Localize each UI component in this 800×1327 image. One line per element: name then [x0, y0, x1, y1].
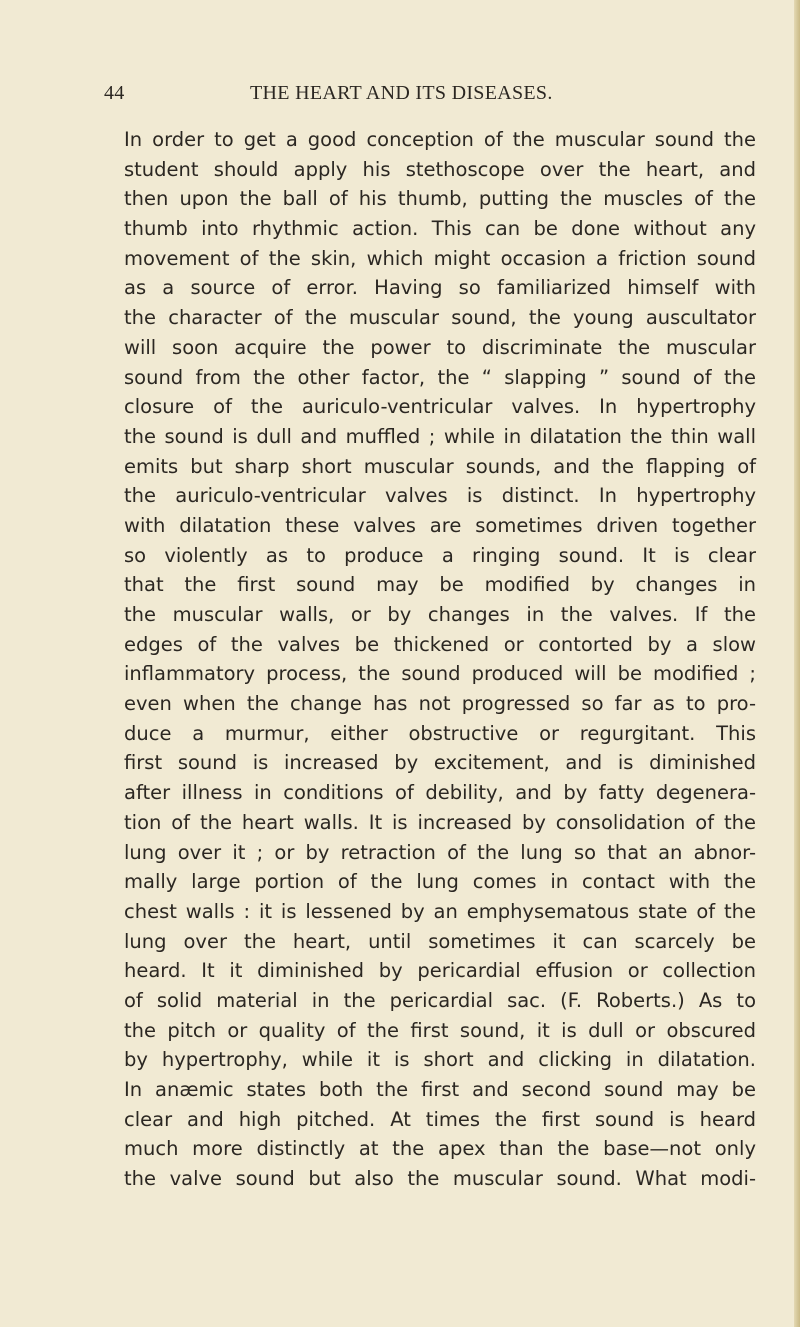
text-line: the pitch or quality of the first sound, it is dull or obscured	[124, 1018, 756, 1042]
text-line: first sound is increased by excitement, and is diminished	[124, 751, 756, 775]
text-line: the valve sound but also the muscular sound. What modi-	[124, 1167, 756, 1191]
body-paragraph	[124, 125, 756, 1194]
text-line: will soon acquire the power to discriminate the muscular	[124, 335, 756, 359]
text-line: sound from the other factor, the “ slapping ” sound of the	[124, 365, 756, 389]
text-line: of solid material in the pericardial sac. (F. Roberts.) As to	[124, 988, 756, 1012]
text-line: thumb into rhythmic action. This can be done without any	[124, 217, 756, 241]
book-title: THE HEART AND ITS DISEASES.	[250, 82, 553, 104]
text-line: inflammatory process, the sound produced will be modified ;	[124, 662, 756, 686]
text-line: even when the change has not progressed so far as to pro-	[124, 692, 756, 716]
text-line: the muscular walls, or by changes in the valves. If the	[124, 603, 756, 626]
text-line: the auriculo-ventricular valves is distinct. In hypertrophy	[124, 484, 756, 508]
text-line: lung over the heart, until sometimes it can scarcely be	[124, 929, 756, 953]
text-line: much more distinctly at the apex than the base—not only	[124, 1137, 756, 1161]
text-line: edges of the valves be thickened or contorted by a slow	[124, 632, 756, 656]
text-line: In order to get a good conception of the muscular sound the	[124, 128, 756, 151]
text-line: with dilatation these valves are sometimes driven together	[124, 513, 756, 537]
text-line: the character of the muscular sound, the young auscultator	[124, 306, 756, 330]
text-line: movement of the skin, which might occasion a friction sound	[124, 246, 756, 270]
text-line: by hypertrophy, while it is short and clicking in dilatation.	[124, 1048, 756, 1072]
page-edge	[794, 0, 800, 1327]
running-head	[104, 82, 744, 112]
text-line: clear and high pitched. At times the first sound is heard	[124, 1107, 756, 1131]
text-line: emits but sharp short muscular sounds, and the flapping of	[124, 454, 756, 478]
text-line: duce a murmur, either obstructive or regurgitant. This	[124, 721, 756, 745]
text-line: after illness in conditions of debility, and by fatty degenera-	[124, 781, 756, 805]
text-line: then upon the ball of his thumb, putting the muscles of the	[124, 187, 756, 211]
text-line: chest walls : it is lessened by an emphysematous state of the	[124, 899, 756, 923]
text-line: so violently as to produce a ringing sound. It is clear	[124, 543, 756, 567]
text-line: In anæmic states both the first and second sound may be	[124, 1078, 756, 1101]
text-line: student should apply his stethoscope over the heart, and	[124, 157, 756, 181]
text-line: lung over it ; or by retraction of the lung so that an abnor-	[124, 840, 756, 864]
text-line: the sound is dull and muffled ; while in dilatation the thin wall	[124, 424, 756, 448]
text-line: as a source of error. Having so familiarized himself with	[124, 276, 756, 300]
text-line: mally large portion of the lung comes in contact with the	[124, 870, 756, 894]
text-line: heard. It it diminished by pericardial effusion or collection	[124, 959, 756, 983]
page-number: 44	[104, 82, 125, 104]
text-line: closure of the auriculo-ventricular valves. In hypertrophy	[124, 395, 756, 419]
text-line: tion of the heart walls. It is increased by consolidation of the	[124, 810, 756, 834]
text-line: that the first sound may be modified by changes in	[124, 573, 756, 597]
